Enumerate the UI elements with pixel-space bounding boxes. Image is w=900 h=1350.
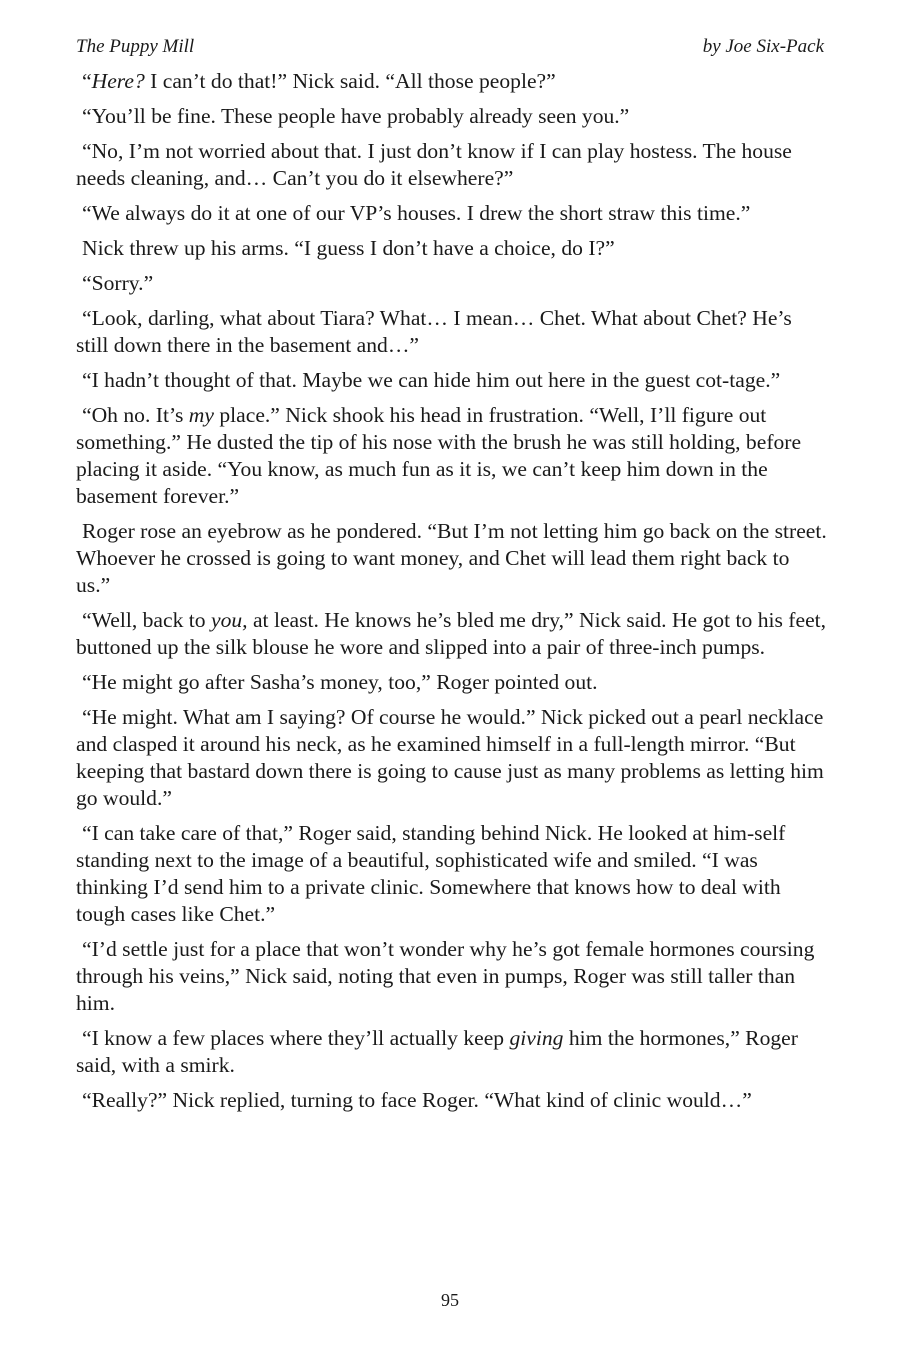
paragraph-text: “I’d settle just for a place that won’t wonder why he’s got female hormones coursing through his veins,” Nick said, noting that even in pumps, Roger was still taller than him.	[76, 937, 815, 1015]
paragraph-text: “Sorry.”	[82, 271, 154, 295]
paragraph	[76, 607, 828, 661]
paragraph-text: “I know a few places where they’ll actually keep	[82, 1026, 510, 1050]
paragraph-text: I can’t do that!” Nick said. “All those people?”	[144, 69, 556, 93]
page-number: 95	[441, 1290, 459, 1310]
paragraph	[76, 704, 828, 812]
paragraph-text: “I hadn’t thought of that. Maybe we can hide him out here in the guest cot-tage.”	[82, 368, 781, 392]
paragraph	[76, 103, 828, 130]
emphasis-text: giving	[509, 1026, 564, 1050]
paragraph-text: Roger rose an eyebrow as he pondered. “But I’m not letting him go back on the street. Whoever he crossed is going to want money, and Chet will lead them right back to us.”	[76, 519, 827, 597]
paragraph	[76, 402, 828, 510]
paragraph	[76, 367, 828, 394]
paragraph	[76, 68, 828, 95]
paragraph	[76, 820, 828, 928]
paragraph-text: place.” Nick shook his head in frustration. “Well, I’ll figure out something.” He dusted the tip of his nose with the brush he was still holding, before placing it aside. “You know, as much fun as it is, we can’t keep him down in the basement forever.”	[76, 403, 802, 508]
paragraph	[76, 1025, 828, 1079]
emphasis-text: you,	[210, 608, 248, 632]
paragraph-text: “We always do it at one of our VP’s houses. I drew the short straw this time.”	[82, 201, 751, 225]
paragraph-text: “He might. What am I saying? Of course he would.” Nick picked out a pearl necklace and clasped it around his neck, as he examined himself in a full-length mirror. “But keeping that bastard down there is going to cause just as many problems as letting him go would.”	[76, 705, 824, 810]
paragraph-text: “You’ll be fine. These people have probably already seen you.”	[82, 104, 630, 128]
book-author: by Joe Six-Pack	[702, 36, 824, 57]
paragraph-text: “Oh no. It’s	[82, 403, 189, 427]
paragraph-text: “Look, darling, what about Tiara? What… I mean… Chet. What about Chet? He’s still down there in the basement and…”	[76, 306, 792, 357]
paragraph-text: “I can take care of that,” Roger said, standing behind Nick. He looked at him-self standing next to the image of a beautiful, sophisticated wife and smiled. “I was thinking I’d send him to a private clinic. Somewhere that knows how to deal with tough cases like Chet.”	[76, 821, 786, 926]
paragraph	[76, 936, 828, 1017]
paragraph-text: “He might go after Sasha’s money, too,” Roger pointed out.	[82, 670, 598, 694]
paragraph-text: at least. He knows he’s bled me dry,” Nick said. He got to his feet, buttoned up the silk blouse he wore and slipped into a pair of three-inch pumps.	[76, 608, 827, 659]
paragraph-text: him the hormones,” Roger said, with a smirk.	[76, 1026, 798, 1077]
running-header	[76, 36, 824, 58]
paragraph	[76, 518, 828, 599]
paragraph-text: “	[82, 69, 92, 93]
paragraph	[76, 138, 828, 192]
paragraph	[76, 270, 828, 297]
paragraph	[76, 305, 828, 359]
paragraph	[76, 235, 828, 262]
body-text	[76, 68, 828, 1122]
paragraph-text: “Really?” Nick replied, turning to face Roger. “What kind of clinic would…”	[82, 1088, 752, 1112]
paragraph	[76, 669, 828, 696]
paragraph	[76, 200, 828, 227]
paragraph-text: “No, I’m not worried about that. I just don’t know if I can play hostess. The house needs cleaning, and… Can’t you do it elsewhere?”	[76, 139, 792, 190]
emphasis-text: Here?	[91, 69, 145, 93]
paragraph-text: Nick threw up his arms. “I guess I don’t have a choice, do I?”	[82, 236, 615, 260]
paragraph-text: “Well, back to	[82, 608, 211, 632]
emphasis-text: my	[188, 403, 214, 427]
book-title: The Puppy Mill	[76, 36, 195, 57]
paragraph	[76, 1087, 828, 1114]
